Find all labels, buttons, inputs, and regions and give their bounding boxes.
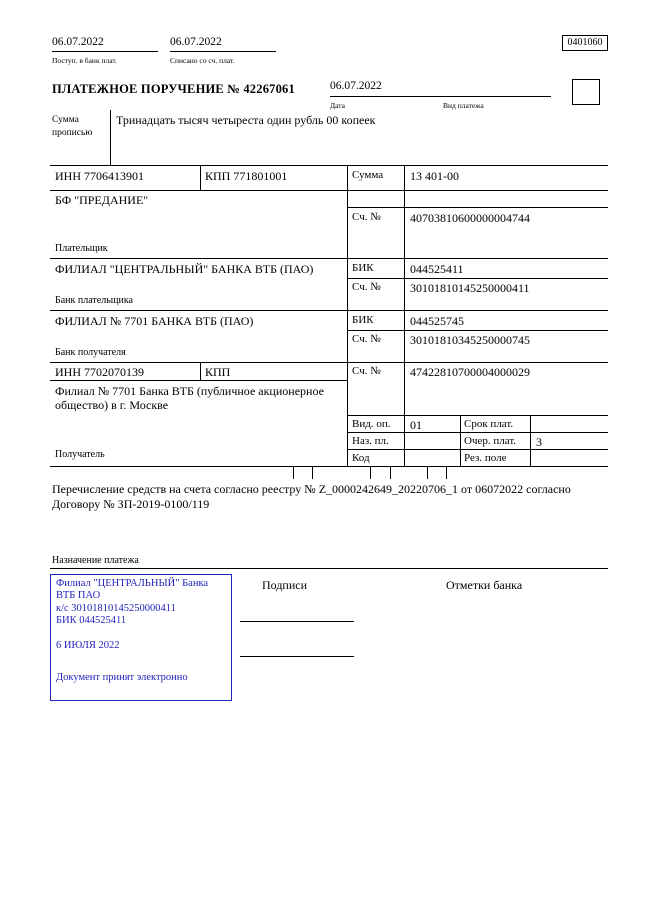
received-in-bank-label: Поступ. в банк плат. (52, 56, 117, 65)
payer-bank-account-label: Сч. № (352, 281, 381, 293)
stamp-corr-account: к/с 30101810145250000411 (56, 602, 176, 614)
rez-pole-label: Рез. поле (464, 452, 507, 464)
grid-line (50, 380, 347, 381)
grid-line (347, 207, 608, 208)
stamp-spacer (56, 628, 226, 640)
grid-line (50, 190, 608, 191)
receiver-account-label: Сч. № (352, 365, 381, 377)
amount-words-divider (110, 110, 111, 165)
signatures-heading: Подписи (262, 578, 308, 592)
kod-label: Код (352, 452, 370, 464)
table-tick-divider (370, 467, 371, 479)
bank-marks-heading: Отметки банка (446, 578, 523, 592)
receiver-bank-account-label: Сч. № (352, 333, 381, 345)
receiver-bank-name: ФИЛИАЛ № 7701 БАНКА ВТБ (ПАО) (55, 314, 254, 328)
stamp-accepted-note: Документ принят электронно (56, 671, 188, 683)
grid-line (50, 165, 608, 166)
grid-line (347, 415, 608, 416)
receiver-bank-account: 30101810345250000745 (410, 333, 530, 347)
payer-inn: ИНН 7706413901 (55, 169, 144, 183)
form-code-box: 0401060 (562, 35, 608, 51)
amount-words-value: Тринадцать тысяч четыреста один рубль 00 копеек (116, 113, 376, 127)
payer-name: БФ "ПРЕДАНИЕ" (55, 193, 149, 207)
grid-line (347, 278, 608, 279)
grid-line (50, 310, 608, 311)
debited-from-account-date: 06.07.2022 (170, 36, 276, 52)
amount-label: Сумма (352, 169, 384, 181)
stamp-date: 6 ИЮЛЯ 2022 (56, 639, 120, 651)
purpose-text-line1: Перечисление средств на счета согласно реестру № Z_0000242649_20220706_1 от 06072022 согласно (52, 482, 571, 496)
grid-line (347, 330, 608, 331)
grid-line (200, 165, 201, 190)
grid-line (50, 466, 608, 467)
vid-op-label: Вид. оп. (352, 418, 391, 430)
purpose-text-line2: Договору № ЗП-2019-0100/119 (52, 497, 210, 511)
receiver-bank-bik-label: БИК (352, 314, 374, 326)
payer-bank-name: ФИЛИАЛ "ЦЕНТРАЛЬНЫЙ" БАНКА ВТБ (ПАО) (55, 262, 314, 276)
receiver-bank-bik: 044525745 (410, 314, 464, 328)
vid-op-value: 01 (410, 418, 422, 432)
payer-kpp: КПП 771801001 (205, 169, 288, 183)
stamp-bank-name-line2: ВТБ ПАО (56, 590, 101, 602)
purpose-section-label: Назначение платежа (52, 555, 139, 566)
grid-line (347, 449, 608, 450)
received-in-bank-date: 06.07.2022 (52, 36, 158, 52)
grid-line (50, 362, 608, 363)
stamp-bank-name-line1: Филиал "ЦЕНТРАЛЬНЫЙ" Банка (56, 578, 209, 589)
payment-type-label: Вид платежа (443, 101, 484, 110)
purpose-section-line (50, 568, 608, 569)
receiver-account: 47422810700004000029 (410, 365, 530, 379)
naz-pl-label: Наз. пл. (352, 435, 389, 447)
stamp-bik: БИК 044525411 (56, 615, 127, 627)
table-tick-divider (390, 467, 391, 479)
stamp-spacer (56, 652, 226, 672)
receiver-section-label: Получатель (55, 449, 105, 460)
document-title: ПЛАТЕЖНОЕ ПОРУЧЕНИЕ № 42267061 (52, 82, 295, 96)
bank-stamp (50, 574, 232, 701)
ocher-plat-label: Очер. плат. (464, 435, 517, 447)
payer-bank-account: 30101810145250000411 (410, 281, 530, 295)
receiver-inn: ИНН 7702070139 (55, 365, 144, 379)
grid-line (347, 432, 608, 433)
payer-bank-section-label: Банк плательщика (55, 295, 133, 306)
grid-line (460, 415, 461, 466)
document-date: 06.07.2022 (330, 80, 551, 97)
amount-value: 13 401-00 (410, 169, 459, 183)
grid-line (50, 258, 608, 259)
amount-words-label: Сумма прописью (52, 115, 93, 138)
table-tick-divider (293, 467, 294, 479)
grid-line (200, 362, 201, 380)
debited-from-account-label: Списано со сч. плат. (170, 56, 235, 65)
ocher-plat-value: 3 (536, 435, 542, 449)
grid-line (530, 415, 531, 466)
receiver-bank-section-label: Банк получателя (55, 347, 126, 358)
receiver-name: Филиал № 7701 Банка ВТБ (публичное акционерное общество) в г. Москве (55, 384, 324, 413)
signature-line (240, 656, 354, 657)
receiver-kpp-label: КПП (205, 365, 231, 379)
table-tick-divider (312, 467, 313, 479)
grid-line (404, 165, 405, 466)
payer-bank-bik: 044525411 (410, 262, 464, 276)
srok-plat-label: Срок плат. (464, 418, 514, 430)
payment-type-box (572, 79, 600, 105)
grid-line (347, 165, 348, 466)
table-tick-divider (446, 467, 447, 479)
table-tick-divider (427, 467, 428, 479)
payer-account: 40703810600000004744 (410, 211, 530, 225)
payer-section-label: Плательщик (55, 243, 108, 254)
payer-account-label: Сч. № (352, 211, 381, 223)
signature-line (240, 621, 354, 622)
payer-bank-bik-label: БИК (352, 262, 374, 274)
date-label: Дата (330, 101, 345, 110)
